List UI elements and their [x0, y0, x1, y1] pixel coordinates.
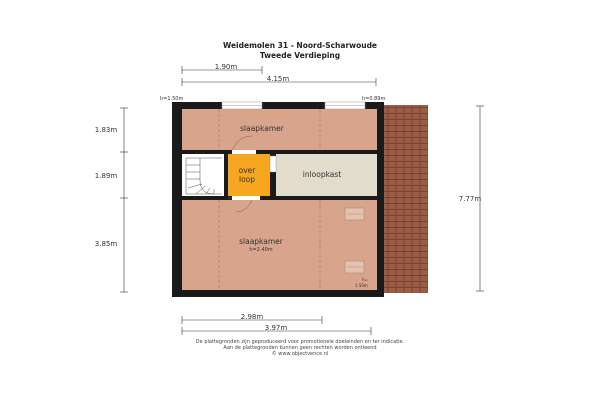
height-bottom-right-2: 1.50m [355, 283, 368, 288]
roof-tiles [384, 105, 428, 293]
dim-top-outer: 4.15m [266, 75, 290, 83]
dim-left-mid: 1.89m [94, 172, 118, 180]
door-top [232, 150, 256, 154]
dim-left-top: 1.83m [94, 126, 118, 134]
plan-title: Weidemolen 31 - Noord-Scharwoude [222, 41, 378, 50]
dim-top-inner: 1.90m [214, 63, 238, 71]
label-overloop-1: over [238, 166, 256, 175]
dimension-left [120, 108, 128, 292]
dim-right-total: 7.77m [458, 195, 482, 203]
label-room-height: h=2.40m [249, 247, 273, 253]
footer-disclaimer-2: Aan de plattegronden kunnen geen rechten worden ontleend [223, 345, 377, 351]
dim-left-bottom: 3.85m [94, 240, 118, 248]
dim-bottom-inner: 2.98m [240, 313, 264, 321]
door-closet [270, 156, 276, 172]
label-inloopkast: inloopkast [302, 170, 342, 179]
height-right-top: h=0.89m [362, 96, 386, 102]
plan-subtitle: Tweede Verdieping [259, 51, 341, 60]
height-bottom-right-1: h= [362, 277, 368, 282]
dim-bottom-outer: 3.97m [264, 324, 288, 332]
label-overloop-2: loop [238, 175, 256, 184]
label-slaapkamer-top: slaapkamer [240, 124, 284, 133]
door-bottom [232, 196, 260, 200]
footer-disclaimer-1: De plattegronden zijn geproduceerd voor promotionele doeleinden en ter indicatie. [195, 339, 405, 345]
label-slaapkamer-main: slaapkamer [239, 237, 283, 246]
footer-copyright: © www.objectvence.nl [271, 351, 329, 357]
height-left-top: h=1.50m [160, 96, 184, 102]
